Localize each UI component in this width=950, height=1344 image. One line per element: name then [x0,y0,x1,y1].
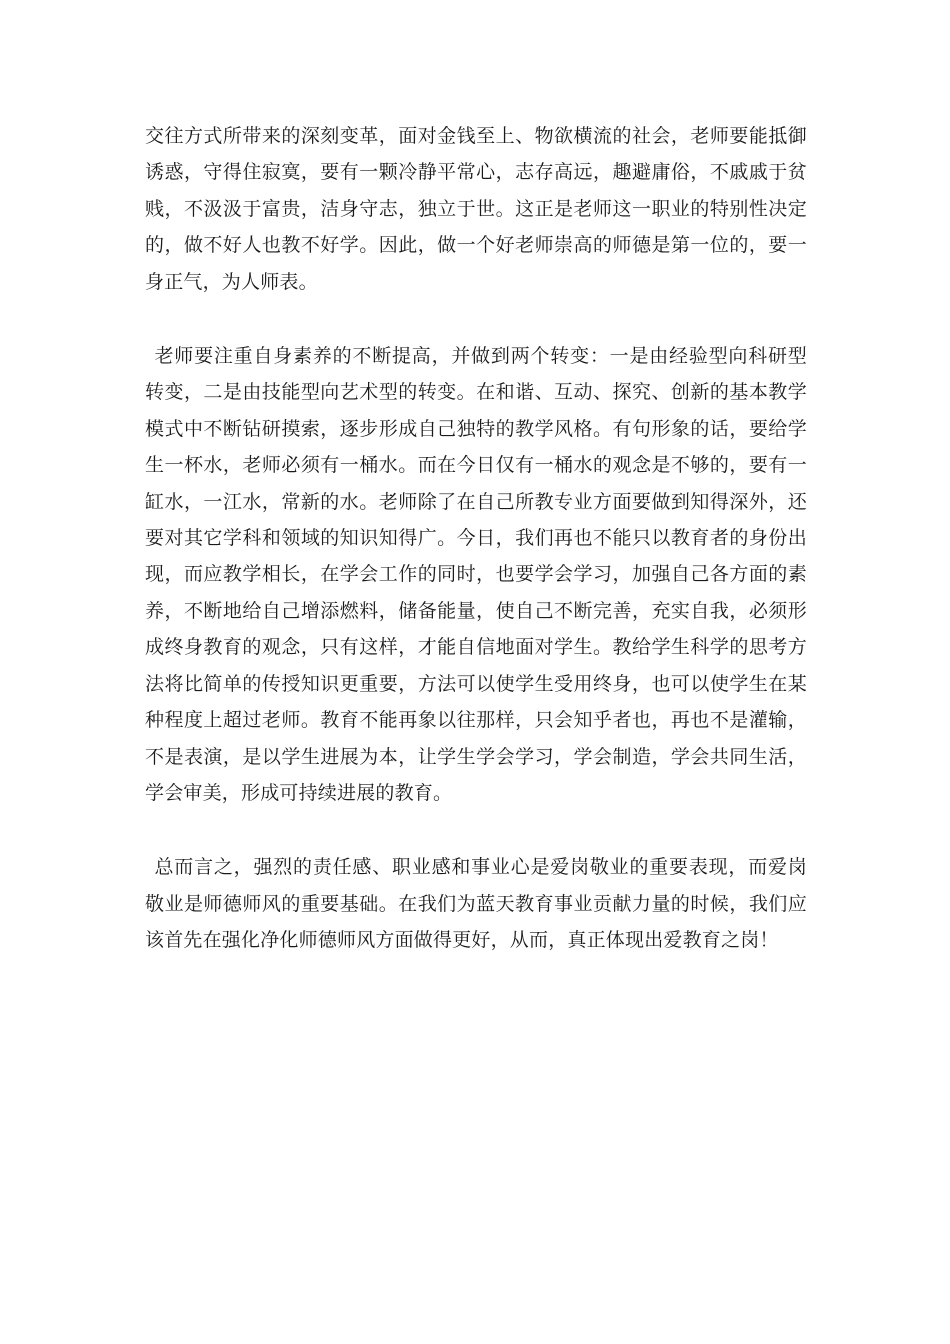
paragraph-2: 老师要注重自身素养的不断提高，并做到两个转变：一是由经验型向科研型转变，二是由技能型向艺术型的转变。在和谐、互动、探究、创新的基本教学模式中不断钻研摸索，逐步形成自己独特的教学风格。有句形象的话，要给学生一杯水，老师必须有一桶水。而在今日仅有一桶水的观念是不够的，要有一缸水，一江水，常新的水。老师除了在自己所教专业方面要做到知得深外，还要对其它学科和领域的知识知得广。今日，我们再也不能只以教育者的身份出现，而应教学相长，在学会工作的同时，也要学会学习，加强自己各方面的素养，不断地给自己增添燃料，储备能量，使自己不断完善，充实自我，必须形成终身教育的观念，只有这样，才能自信地面对学生。教给学生科学的思考方法将比简单的传授知识更重要，方法可以使学生受用终身，也可以使学生在某种程度上超过老师。教育不能再象以往那样，只会知乎者也，再也不是灌输，不是表演，是以学生进展为本，让学生学会学习，学会制造，学会共同生活，学会审美，形成可持续进展的教育。 [145,345,807,804]
document-body [145,118,807,959]
paragraph-1: 交往方式所带来的深刻变革，面对金钱至上、物欲横流的社会，老师要能抵御诱惑，守得住寂寞，要有一颗冷静平常心，志存高远，趣避庸俗，不戚戚于贫贱，不汲汲于富贵，洁身守志，独立于世。这正是老师这一职业的特别性决定的，做不好人也教不好学。因此，做一个好老师崇高的师德是第一位的，要一身正气，为人师表。 [145,125,807,293]
paragraph-3: 总而言之，强烈的责任感、职业感和事业心是爱岗敬业的重要表现，而爱岗敬业是师德师风的重要基础。在我们为蓝天教育事业贡献力量的时候，我们应该首先在强化净化师德师风方面做得更好，从而，真正体现出爱教育之岗！ [145,856,807,952]
